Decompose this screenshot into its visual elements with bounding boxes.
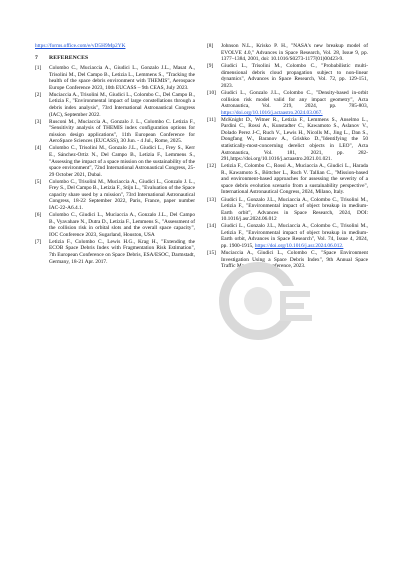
reference-number: [5] xyxy=(35,178,42,185)
reference-number: [1] xyxy=(35,65,42,72)
reference-number: [12] xyxy=(207,163,216,170)
reference-number: [4] xyxy=(35,145,42,152)
reference-text xyxy=(49,179,195,212)
reference-body: Letizia F., Colombo C., Lewis H.G., Krag H., "Extending the ECOB Space Debris Index with Fragmentation Risk Estimation", 7th European Conference on Space Debris, ESA/ESOC, Darmstadt, Germany, 18-21 Apr. 2017. xyxy=(49,238,195,265)
reference-body: Colombo C., Trisolini M., Muciaccia A., Giudici L., Gonzalo J. L., Frey S., Del Campo B., Letizia F., Stijn L., "Evaluation of the Space capacity share used by a mission", 73rd International Astronautical Congress, 18-22 September 2022, Paris, France, paper number IAC-22-A6.4.1. xyxy=(49,178,196,211)
reference-body: Giudici L., Trisolini M., Colombo C., "Probabilistic multi-dimensional debris cloud propagation subject to non-linear dynamics", Advances in Space Research, Vol. 72, pp. 129-151, 2023. xyxy=(221,63,368,89)
left-column xyxy=(35,43,195,266)
reference-item xyxy=(35,145,195,178)
reference-body: Rusconi M., Muciaccia A., Gonzalo J. L., Colombo C. Letizia F., "Sensitivity analysis of THEMIS index configuration options for mission design applications", 11th European Conference for AeroSpace Sciences (EUCASS), 30 Jun. - 4 Jul., Rome, 2025. xyxy=(49,118,195,145)
reference-item xyxy=(207,90,368,116)
reference-text xyxy=(49,119,195,145)
reference-body: Colombo C., Trisolini M., Gonzalo J.L., Giudici L., Frey S., Kerr E., Sánchez-Ortiz N., Del Campo B., Letizia F., Lemmens S., "Assessing the impact of a space mission on the sustainability of the space environment", 72nd International Astronautical Congress, 25-29 October 2021, Dubai. xyxy=(49,145,195,178)
reference-body: Colombo C., Muciaccia A., Giudici L., Gonzalo J.L., Masat A., Trisolini M., Del Campo B., Letizia L., Lemmens S., "Tracking the health of the space debris environment with THEMIS", Aerospace Europe Conference 2023, 10th EUCASS – 9th CEAS, July 2023. xyxy=(49,65,195,91)
reference-list-left xyxy=(35,65,195,265)
reference-text xyxy=(221,117,368,163)
reference-body: Johnson N.L., Krisko P. H., "NASA's new breakup model of EVOLVE 4.0," Advances in Space Research, Vol. 28, Issue 9, pp. 1377–1384, 2001, doi: 10.1016/S0273-1177(01)00423-9. xyxy=(221,43,368,63)
reference-text xyxy=(221,90,368,116)
reference-text xyxy=(49,145,195,178)
reference-number: [2] xyxy=(35,91,42,98)
right-column xyxy=(207,43,368,270)
reference-item xyxy=(207,197,368,223)
reference-body: Giudici L., Gonzalo J.L., Muciaccia A., Colombo C., Trisolini M., Letizia F., "Environmental impact of object breakup in medium-Earth orbit, Advances in Space Research", Vol. 74, Issue 4, 2024, pp. 1900-1915, xyxy=(221,223,368,249)
reference-item xyxy=(207,163,368,196)
doi-link[interactable]: https://doi.org/10.1016/j.actaastro.2024.03.067. xyxy=(221,109,323,116)
reference-body: Giudici L., Gonzalo J.L., Muciaccia A., Colombo C., Trisolini M., Letizia F., "Environmental impact of object breakup in medium-Earth orbit", Advances in Space Research, 2024, DOI: 10.1016/j.asr.2024.06.012 xyxy=(221,196,368,223)
reference-text xyxy=(221,43,368,63)
reference-body: Muciaccia A., Giudici L., Colombo C., "Space Environment Investigation Using a Space Debris Index", 9th Annual Space Traffic Management Conference, 2023. xyxy=(221,250,368,270)
reference-text xyxy=(221,163,368,196)
reference-item xyxy=(35,179,195,212)
reference-number: [14] xyxy=(207,223,216,230)
reference-item xyxy=(35,92,195,118)
reference-item xyxy=(207,63,368,89)
reference-body: Muciaccia A., Trisolini M., Giudici L., Colombo C., Del Campo B., Letizia F., "Environmental impact of large constellations through a debris index analysis", 73rd International Astronautical Congress (IAC), September 2022. xyxy=(49,91,195,118)
reference-text xyxy=(221,250,368,270)
reference-item xyxy=(207,223,368,249)
reference-number: [3] xyxy=(35,118,42,125)
survey-link[interactable]: https://forms.office.com/e/vD5H9Mp2YK xyxy=(35,43,126,49)
reference-text xyxy=(49,65,195,91)
reference-item xyxy=(35,212,195,238)
section-title: REFERENCES xyxy=(49,54,89,61)
reference-item xyxy=(35,239,195,265)
section-number: 7 xyxy=(35,54,38,61)
reference-number: [11] xyxy=(207,116,216,123)
reference-item xyxy=(35,65,195,91)
reference-number: [6] xyxy=(35,212,42,219)
reference-item xyxy=(35,119,195,145)
reference-item xyxy=(207,250,368,270)
reference-text xyxy=(49,239,195,265)
reference-number: [8] xyxy=(207,43,214,49)
reference-body: Letizia F., Colombo C., Rossi A., Muciaccia A., Giudici L., Harada R., Kawamoto S., Böttcher L., Ruch V. Tallian C., "Mission-based and environment-based approaches for assessing the severity of a space debris evolution scenario from a sustainability perspective", International Astronautical Congress, 2024, Milano, Italy. xyxy=(221,163,368,196)
reference-body: Colombo C., Giudici L., Muciaccia A., Gonzalo J.L., Del Campo B., Vyavahare N., Dutra D., Letizia F., Lemmens S., "Assessment of the collision risk in orbital slots and the overall space capacity", IOC Conference 2023, Sugarland, Houston, USA xyxy=(49,212,195,238)
reference-text xyxy=(221,63,368,89)
reference-body: Giudici L., Gonzalo J.L., Colombo C., "Density-based in-orbit collision risk model valid for any impact geometry", Acta Astronautica, Vol. 219, 2024, pp. 785-803, xyxy=(221,90,368,110)
reference-item xyxy=(207,43,368,63)
reference-text xyxy=(221,223,368,249)
reference-number: [13] xyxy=(207,196,216,203)
reference-item xyxy=(207,117,368,163)
doi-link[interactable]: https://doi.org/10.1016/j.asr.2024.06.012. xyxy=(254,242,344,249)
section-heading xyxy=(35,55,195,62)
reference-number: [9] xyxy=(207,63,214,70)
reference-text xyxy=(221,197,368,223)
reference-list-right xyxy=(207,43,368,270)
reference-body: McKnight D., Witner R., Letizia F., Lemmens S., Anselmo L., Pardini C., Rossi A., Kunstadter C., Kawamoto S., Aslanov V., Dolado Perez J-C, Ruch V., Lewis H., Nicolls M., Jing L., Dan S., Dongfang W., Baranov A., Grishko D.,"Identifying the 50 statistically-most-concerning derelict objects in LEO", Acta Astronautica, Vol. 181, 2021, pp. 282-291,https://doi.org/10.1016/j.actaastro.2021.01.021. xyxy=(221,116,368,163)
reference-text xyxy=(49,212,195,238)
reference-number: [7] xyxy=(35,238,42,245)
reference-number: [10] xyxy=(207,90,216,97)
reference-number: [15] xyxy=(207,250,216,257)
reference-text xyxy=(49,92,195,118)
